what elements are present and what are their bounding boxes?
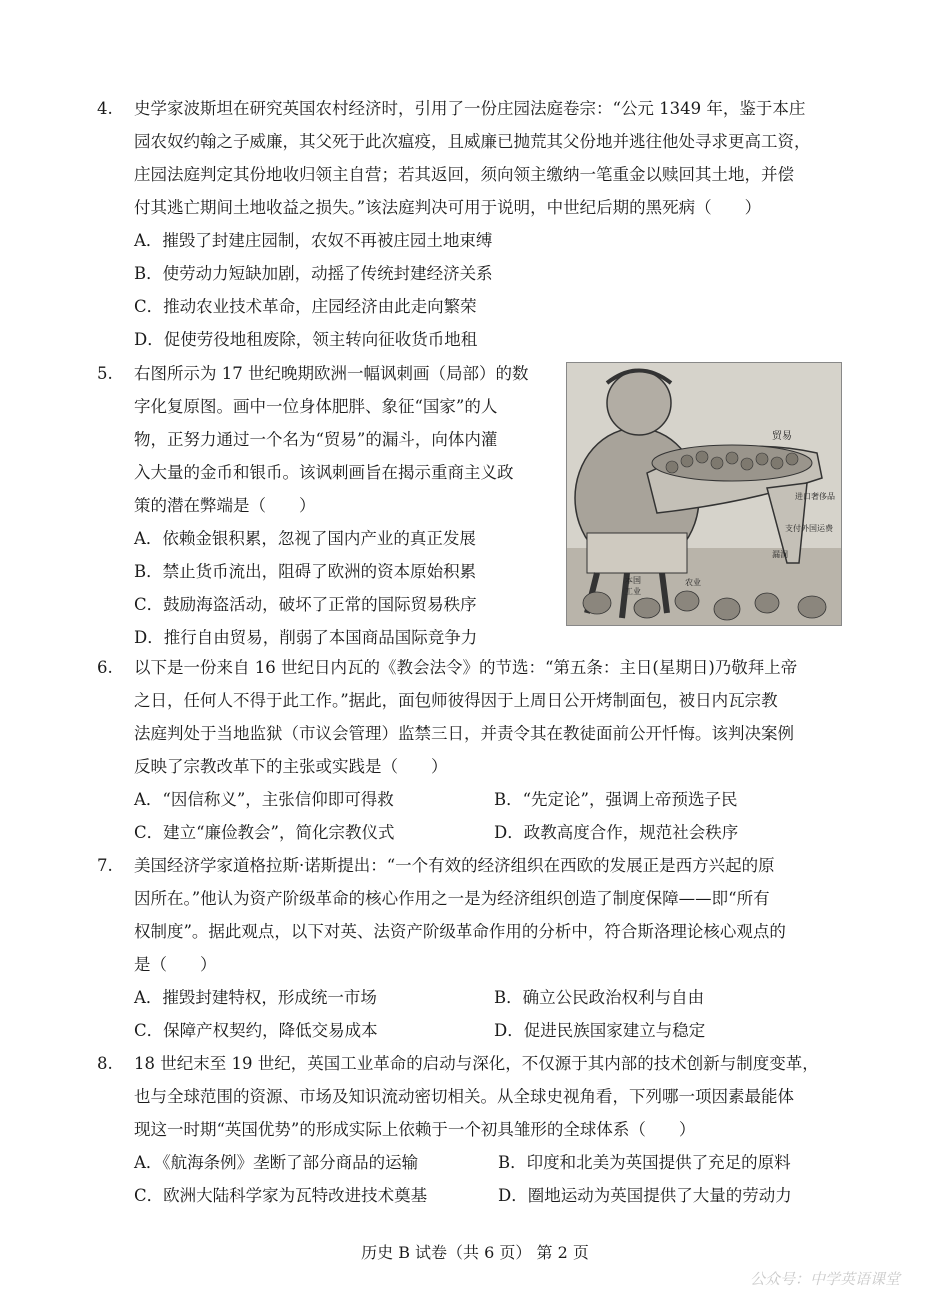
q7-option-a: A．摧毁封建特权，形成统一市场 xyxy=(134,988,377,1007)
q8-option-a: A．《航海条例》垄断了部分商品的运输 xyxy=(134,1153,419,1172)
q5-stem-line: 字化复原图。画中一位身体肥胖、象征“国家”的人 xyxy=(134,397,498,416)
q5-stem-line: 入大量的金币和银币。该讽刺画旨在揭示重商主义政 xyxy=(134,463,514,482)
q7-number: 7. xyxy=(97,856,113,875)
q8-stem-line: 也与全球范围的资源、市场及知识流动密切相关。从全球史视角看，下列哪一项因素最能体 xyxy=(134,1087,794,1106)
q8-stem-line: 18 世纪末至 19 世纪，英国工业革命的启动与深化，不仅源于其内部的技术创新与制度变革， xyxy=(134,1054,819,1073)
q8-option-b: B．印度和北美为英国提供了充足的原料 xyxy=(498,1153,791,1172)
q4-option-c: C．推动农业技术革命，庄园经济由此走向繁荣 xyxy=(134,297,477,316)
q7-option-c: C．保障产权契约，降低交易成本 xyxy=(134,1021,378,1040)
q6-stem-line: 法庭判处于当地监狱（市议会管理）监禁三日，并责令其在教徒面前公开忏悔。该判决案例 xyxy=(134,724,794,743)
q4-stem-line: 园农奴约翰之子威廉，其父死于此次瘟疫，且威廉已抛荒其父份地并逃往他处寻求更高工资， xyxy=(134,132,811,151)
q7-stem-line: 因所在。”他认为资产阶级革命的核心作用之一是为经济组织创造了制度保障——即“所有 xyxy=(134,889,770,908)
watermark: 公众号：中学英语课堂 xyxy=(749,1270,900,1288)
figure-label-agriculture: 农业 xyxy=(685,578,701,587)
q5-number: 5. xyxy=(97,364,113,383)
q4-stem-line: 史学家波斯坦在研究英国农村经济时，引用了一份庄园法庭卷宗：“公元 1349 年，鉴于本庄 xyxy=(134,99,806,118)
q8-option-c: C．欧洲大陆科学家为瓦特改进技术奠基 xyxy=(134,1186,428,1205)
figure-label-leak: 漏洞 xyxy=(772,550,788,559)
q6-stem-line: 之日，任何人不得于此工作。”据此，面包师彼得因于上周日公开烤制面包，被日内瓦宗教 xyxy=(134,691,778,710)
q4-number: 4. xyxy=(97,99,113,118)
q7-option-b: B．确立公民政治权利与自由 xyxy=(494,988,705,1007)
figure-label-trade: 贸易 xyxy=(772,431,792,442)
q4-option-d: D．促使劳役地租废除，领主转向征收货币地租 xyxy=(134,330,478,349)
figure-label-import: 进口奢侈品 xyxy=(795,492,835,501)
q8-number: 8. xyxy=(97,1054,113,1073)
q7-stem-line: 是（ ） xyxy=(134,955,217,974)
q4-option-a: A．摧毁了封建庄园制，农奴不再被庄园土地束缚 xyxy=(134,231,493,250)
q6-option-a: A．“因信称义”，主张信仰即可得救 xyxy=(134,790,394,809)
q5-stem-line: 右图所示为 17 世纪晚期欧洲一幅讽刺画（局部）的数 xyxy=(134,364,529,383)
figure-label-foreign: 支付外国运费 xyxy=(785,524,833,533)
q5-option-c: C．鼓励海盗活动，破坏了正常的国际贸易秩序 xyxy=(134,595,477,614)
q5-option-a: A．依赖金银积累，忽视了国内产业的真正发展 xyxy=(134,529,476,548)
q5-option-d: D．推行自由贸易，削弱了本国商品国际竞争力 xyxy=(134,628,478,647)
q6-stem-line: 以下是一份来自 16 世纪日内瓦的《教会法令》的节选：“第五条：主日(星期日)乃敬拜上帝 xyxy=(134,658,798,677)
q5-option-b: B．禁止货币流出，阻碍了欧洲的资本原始积累 xyxy=(134,562,477,581)
q8-stem-line: 现这一时期“英国优势”的形成实际上依赖于一个初具雏形的全球体系（ ） xyxy=(134,1120,696,1139)
q4-option-b: B．使劳动力短缺加剧，动摇了传统封建经济关系 xyxy=(134,264,493,283)
q4-stem-line: 庄园法庭判定其份地收归领主自营；若其返回，须向领主缴纳一笔重金以赎回其土地，并偿 xyxy=(134,165,794,184)
q6-option-c: C．建立“廉俭教会”，简化宗教仪式 xyxy=(134,823,395,842)
figure-label-industry: 本国 工业 xyxy=(625,576,641,596)
q6-option-d: D．政教高度合作，规范社会秩序 xyxy=(494,823,739,842)
page-footer: 历史 B 试卷（共 6 页） 第 2 页 xyxy=(361,1243,589,1262)
q4-stem-line: 付其逃亡期间土地收益之损失。”该法庭判决可用于说明，中世纪后期的黑死病（ ） xyxy=(134,198,762,217)
satire-figure-image xyxy=(566,362,842,626)
q6-stem-line: 反映了宗教改革下的主张或实践是（ ） xyxy=(134,757,448,776)
q5-stem-line: 物，正努力通过一个名为“贸易”的漏斗，向体内灌 xyxy=(134,430,498,449)
q7-option-d: D．促进民族国家建立与稳定 xyxy=(494,1021,706,1040)
q6-number: 6. xyxy=(97,658,113,677)
q5-stem-line: 策的潜在弊端是（ ） xyxy=(134,496,316,515)
q6-option-b: B．“先定论”，强调上帝预选子民 xyxy=(494,790,738,809)
q7-stem-line: 美国经济学家道格拉斯·诺斯提出：“一个有效的经济组织在西欧的发展正是西方兴起的原 xyxy=(134,856,775,875)
q7-stem-line: 权制度”。据此观点，以下对英、法资产阶级革命作用的分析中，符合斯洛理论核心观点的 xyxy=(134,922,786,941)
q8-option-d: D．圈地运动为英国提供了大量的劳动力 xyxy=(498,1186,792,1205)
